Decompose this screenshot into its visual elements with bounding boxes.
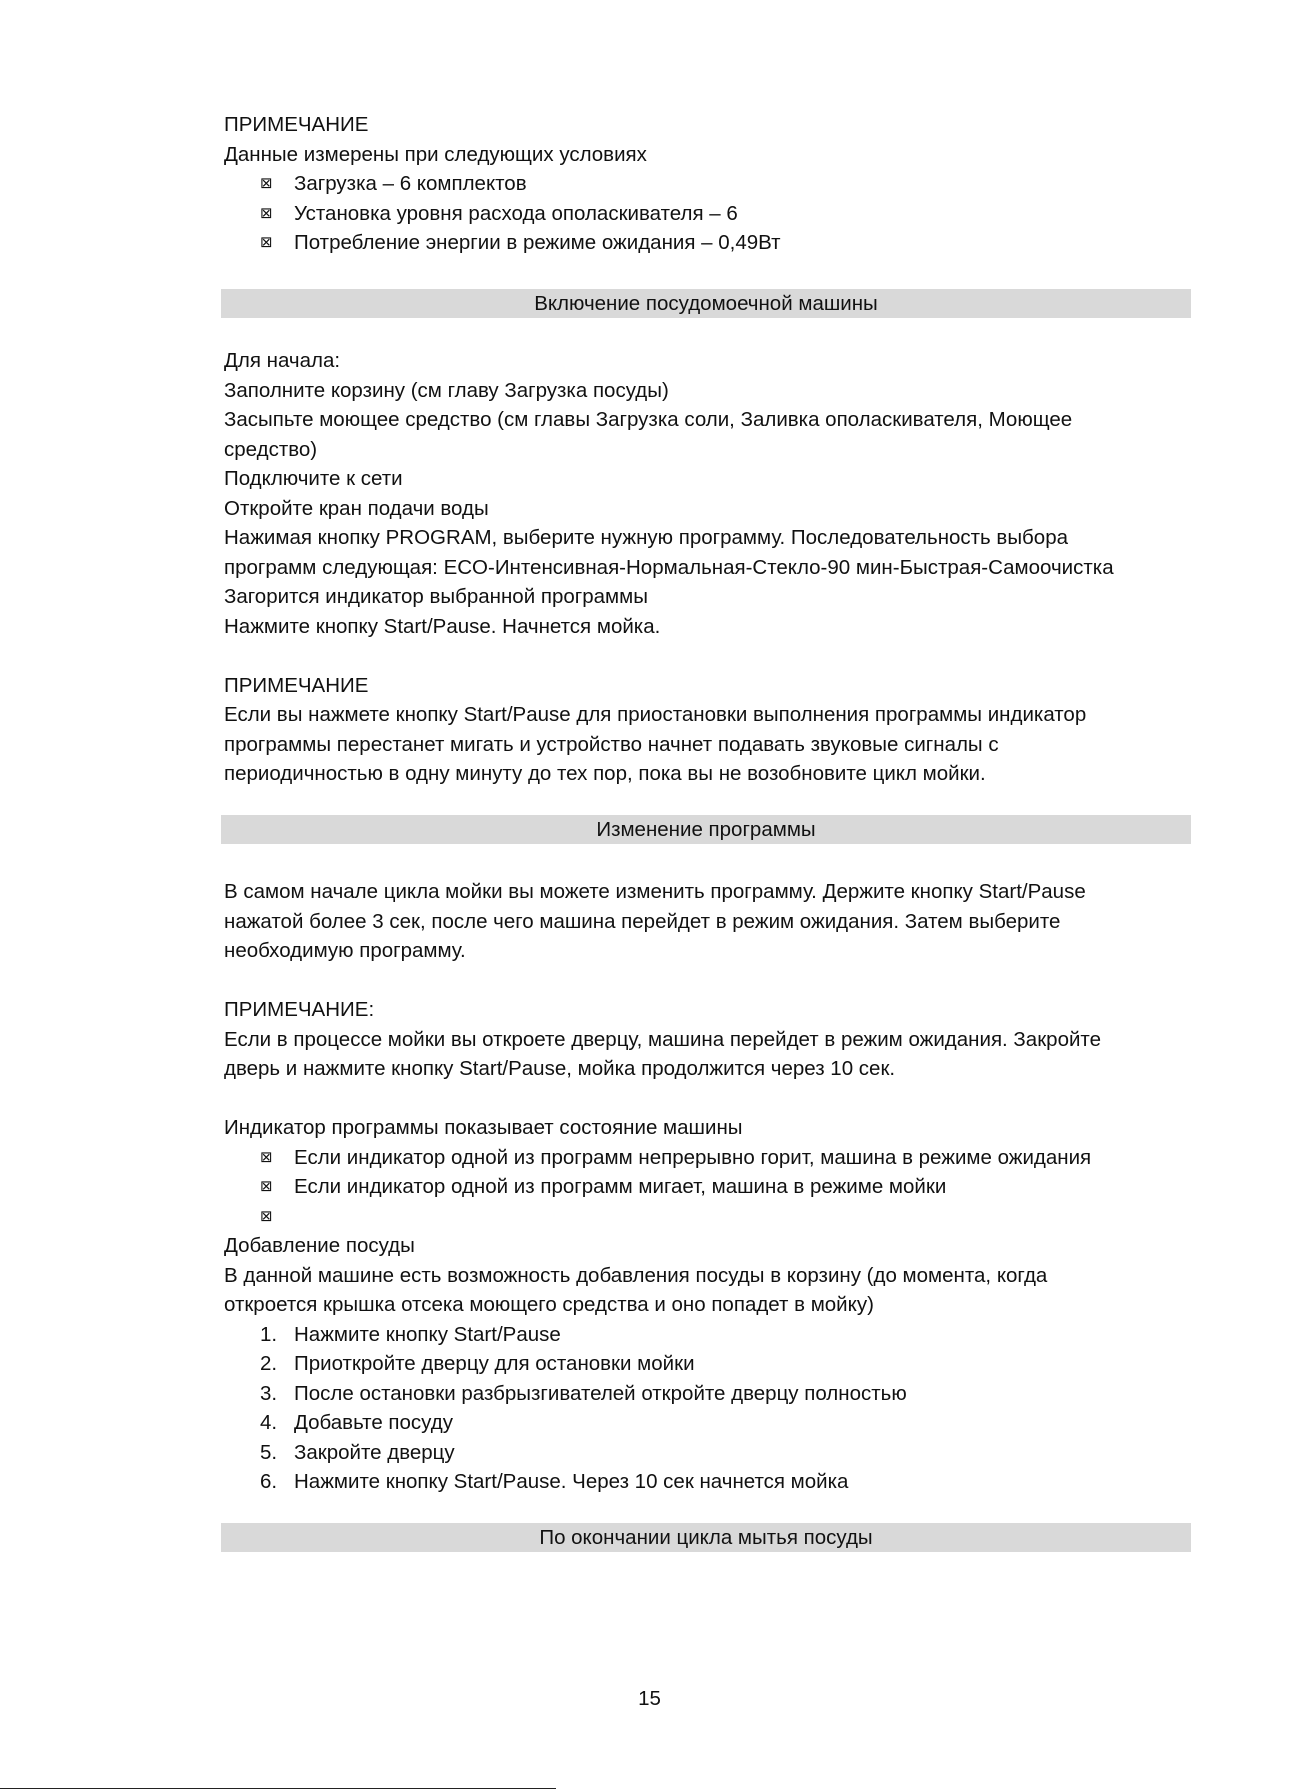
numbered-step: 6. Нажмите кнопку Start/Pause. Через 10 сек начнется мойка xyxy=(260,1470,849,1493)
paragraph-line: программ следующая: ECO-Интенсивная-Нормальная-Стекло-90 мин-Быстрая-Самоочистка xyxy=(224,555,1114,579)
numbered-step: 1. Нажмите кнопку Start/Pause xyxy=(260,1322,561,1346)
list-item xyxy=(224,1202,1194,1232)
paragraph-line: Нажмите кнопку Start/Pause. Начнется мойка. xyxy=(224,614,661,638)
paragraph-line: Для начала: xyxy=(224,349,341,372)
note-heading: ПРИМЕЧАНИЕ xyxy=(224,113,369,136)
section-title-bar: Включение посудомоечной машины xyxy=(221,289,1191,318)
numbered-step: 4. Добавьте посуду xyxy=(260,1411,453,1434)
add-dishes-heading: Добавление посуды xyxy=(224,1234,415,1257)
checkbox-bullet-icon: ⊠ xyxy=(260,1207,273,1225)
paragraph-line: В данной машине есть возможность добавления посуды в корзину (до момента, когда xyxy=(224,1263,1048,1287)
list-item: ⊠ Если индикатор одной из программ непрерывно горит, машина в режиме ожидания xyxy=(224,1143,1194,1173)
paragraph-line: необходимую программу. xyxy=(224,939,466,962)
paragraph-line: откроется крышка отсека моющего средства и оно попадет в мойку) xyxy=(224,1293,874,1316)
list-item: ⊠ Загрузка – 6 комплектов xyxy=(224,169,1194,199)
footer-divider xyxy=(0,1788,556,1789)
section-title-bar: Изменение программы xyxy=(221,815,1191,844)
paragraph-line: Подключите к сети xyxy=(224,467,403,490)
paragraph-line: Заполните корзину (см главу Загрузка посуды) xyxy=(224,378,669,402)
paragraph-line: дверь и нажмите кнопку Start/Pause, мойка продолжится через 10 сек. xyxy=(224,1057,896,1080)
paragraph-line: Если вы нажмете кнопку Start/Pause для приостановки выполнения программы индикатор xyxy=(224,703,1087,726)
numbered-step: 3. После остановки разбрызгивателей откройте дверцу полностью xyxy=(260,1381,907,1405)
list-item: ⊠ Установка уровня расхода ополаскивателя – 6 xyxy=(224,199,1194,229)
numbered-step: 5. Закройте дверцу xyxy=(260,1440,455,1464)
paragraph-line: Загорится индикатор выбранной программы xyxy=(224,585,648,608)
paragraph-line: средство) xyxy=(224,437,318,461)
paragraph-line: В самом начале цикла мойки вы можете изменить программу. Держите кнопку Start/Pause xyxy=(224,880,1086,903)
list-item: ⊠ Потребление энергии в режиме ожидания – 0,49Вт xyxy=(224,228,1194,258)
page-number: 15 xyxy=(638,1687,661,1710)
checkbox-bullet-icon: ⊠ xyxy=(260,234,273,251)
paragraph-line: нажатой более 3 сек, после чего машина перейдет в режим ожидания. Затем выберите xyxy=(224,909,1061,933)
paragraph-line: Если в процессе мойки вы откроете дверцу, машина перейдет в режим ожидания. Закройте xyxy=(224,1027,1101,1051)
numbered-step: 2. Приоткройте дверцу для остановки мойки xyxy=(260,1352,695,1375)
paragraph-line: программы перестанет мигать и устройство начнет подавать звуковые сигналы с xyxy=(224,732,999,756)
list-item: ⊠ Если индикатор одной из программ мигает, машина в режиме мойки xyxy=(224,1172,1194,1202)
paragraph-line: Засыпьте моющее средство (см главы Загрузка соли, Заливка ополаскивателя, Моющее xyxy=(224,408,1073,431)
checkbox-bullet-icon: ⊠ xyxy=(260,1148,273,1166)
paragraph-line: Откройте кран подачи воды xyxy=(224,496,489,520)
paragraph-line: Нажимая кнопку PROGRAM, выберите нужную программу. Последовательность выбора xyxy=(224,526,1069,549)
note-heading: ПРИМЕЧАНИЕ: xyxy=(224,998,375,1021)
indicator-intro: Индикатор программы показывает состояние машины xyxy=(224,1116,743,1139)
note-heading: ПРИМЕЧАНИЕ xyxy=(224,673,369,697)
checkbox-bullet-icon: ⊠ xyxy=(260,175,273,192)
note-intro: Данные измерены при следующих условиях xyxy=(224,142,647,166)
section-title-bar: По окончании цикла мытья посуды xyxy=(221,1523,1191,1552)
checkbox-bullet-icon: ⊠ xyxy=(260,1178,273,1195)
checkbox-bullet-icon: ⊠ xyxy=(260,204,273,222)
paragraph-line: периодичностью в одну минуту до тех пор, пока вы не возобновите цикл мойки. xyxy=(224,762,986,785)
